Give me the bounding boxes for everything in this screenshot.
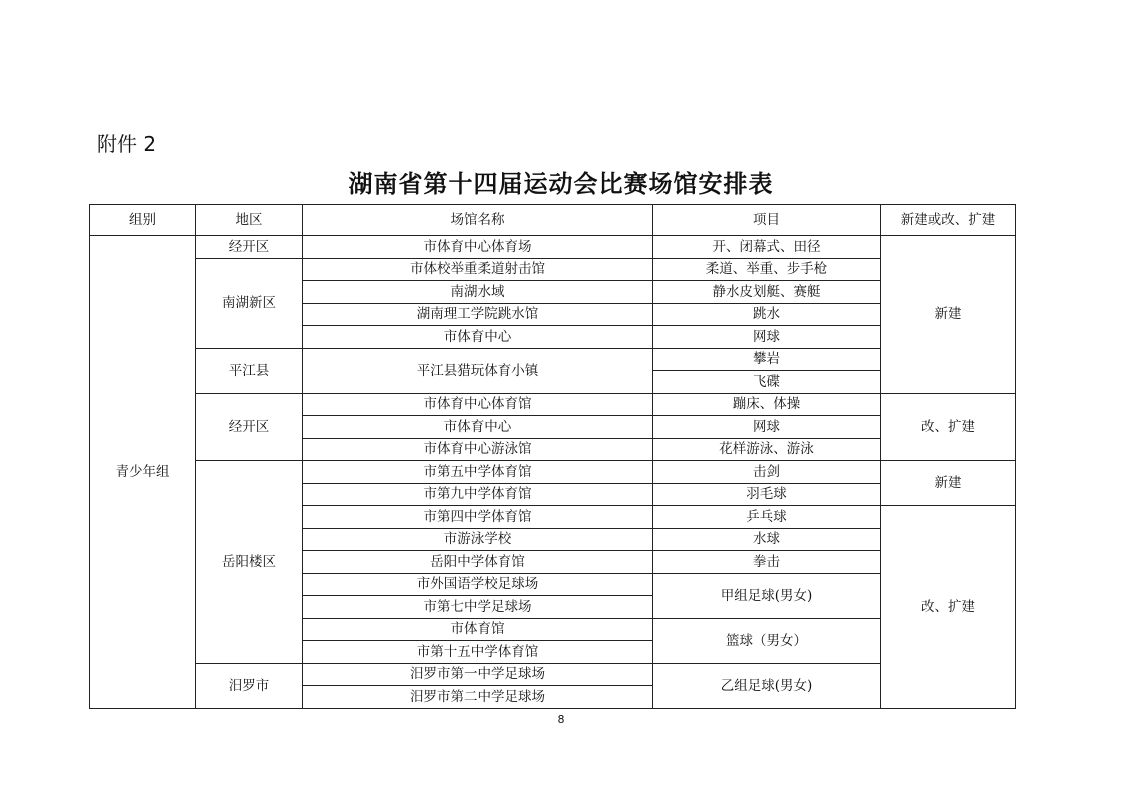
venue-cell: 市体育中心	[303, 416, 653, 439]
table-header-row	[90, 205, 1016, 236]
venue-cell: 湖南理工学院跳水馆	[303, 303, 653, 326]
venue-cell: 南湖水域	[303, 281, 653, 304]
event-cell: 羽毛球	[653, 483, 881, 506]
page-number: 8	[557, 713, 565, 726]
venue-cell: 市体育中心	[303, 326, 653, 349]
district-cell: 经开区	[196, 236, 303, 259]
district-cell: 岳阳楼区	[196, 461, 303, 664]
venue-schedule-table	[89, 204, 1016, 709]
build-type-cell: 改、扩建	[881, 393, 1016, 461]
venue-cell: 市体育馆	[303, 618, 653, 641]
venue-cell: 市体育中心游泳馆	[303, 438, 653, 461]
venue-cell: 市体育中心体育场	[303, 236, 653, 259]
district-cell: 经开区	[196, 393, 303, 461]
venue-cell: 岳阳中学体育馆	[303, 551, 653, 574]
event-cell: 水球	[653, 528, 881, 551]
event-cell: 拳击	[653, 551, 881, 574]
venue-cell: 汨罗市第二中学足球场	[303, 686, 653, 709]
table-row	[90, 348, 1016, 371]
district-cell: 平江县	[196, 348, 303, 393]
event-cell: 飞碟	[653, 371, 881, 394]
event-cell: 乒乓球	[653, 506, 881, 529]
district-cell: 汨罗市	[196, 663, 303, 708]
venue-cell: 市外国语学校足球场	[303, 573, 653, 596]
event-cell: 花样游泳、游泳	[653, 438, 881, 461]
venue-cell: 汨罗市第一中学足球场	[303, 663, 653, 686]
event-cell: 开、闭幕式、田径	[653, 236, 881, 259]
event-cell: 柔道、举重、步手枪	[653, 258, 881, 281]
event-cell: 蹦床、体操	[653, 393, 881, 416]
venue-cell: 市第五中学体育馆	[303, 461, 653, 484]
event-cell: 网球	[653, 416, 881, 439]
header-group: 组别	[90, 205, 196, 236]
attachment-label: 附件 2	[97, 132, 157, 156]
event-cell: 网球	[653, 326, 881, 349]
venue-cell: 市游泳学校	[303, 528, 653, 551]
district-cell: 南湖新区	[196, 258, 303, 348]
header-build-type: 新建或改、扩建	[881, 205, 1016, 236]
venue-cell: 市第九中学体育馆	[303, 483, 653, 506]
header-event: 项目	[653, 205, 881, 236]
build-type-cell: 新建	[881, 236, 1016, 394]
table-row	[90, 663, 1016, 686]
table-row	[90, 393, 1016, 416]
table-row	[90, 258, 1016, 281]
table-row	[90, 461, 1016, 484]
event-cell: 静水皮划艇、赛艇	[653, 281, 881, 304]
venue-cell: 市第十五中学体育馆	[303, 641, 653, 664]
build-type-cell: 改、扩建	[881, 506, 1016, 709]
event-cell: 攀岩	[653, 348, 881, 371]
table-row	[90, 236, 1016, 259]
event-cell: 甲组足球(男女)	[653, 573, 881, 618]
event-cell: 击剑	[653, 461, 881, 484]
group-cell: 青少年组	[90, 236, 196, 709]
venue-cell: 市体育中心体育馆	[303, 393, 653, 416]
event-cell: 跳水	[653, 303, 881, 326]
venue-cell: 市第七中学足球场	[303, 596, 653, 619]
venue-cell: 市第四中学体育馆	[303, 506, 653, 529]
header-venue: 场馆名称	[303, 205, 653, 236]
document-title: 湖南省第十四届运动会比赛场馆安排表	[348, 170, 774, 198]
venue-cell: 平江县猎玩体育小镇	[303, 348, 653, 393]
event-cell: 乙组足球(男女)	[653, 663, 881, 708]
build-type-cell: 新建	[881, 461, 1016, 506]
header-district: 地区	[196, 205, 303, 236]
event-cell: 篮球（男女）	[653, 618, 881, 663]
venue-cell: 市体校举重柔道射击馆	[303, 258, 653, 281]
